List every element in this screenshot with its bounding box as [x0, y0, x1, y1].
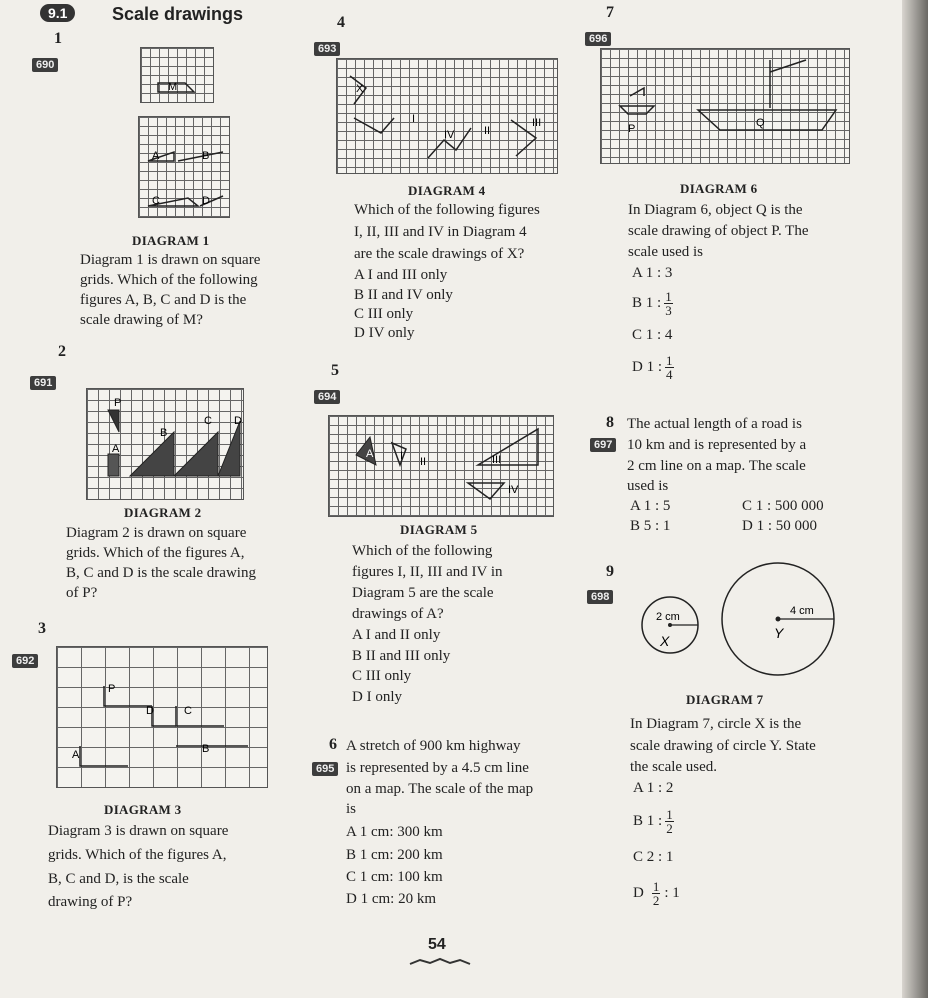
fraction-one-half: $\frac{1}{2}$	[666, 807, 673, 836]
label-p: P	[628, 123, 636, 135]
question-9-number: 9	[606, 563, 614, 580]
section-badge: 9.1	[40, 4, 75, 22]
label-i: I	[400, 450, 404, 462]
label-iii: III	[532, 117, 542, 129]
question-7-line-2: scale drawing of object P. The	[628, 223, 809, 239]
label-c: C	[152, 195, 160, 207]
question-5-line-4: drawings of A?	[352, 606, 444, 622]
question-4-tag: 693	[314, 42, 340, 56]
question-5-line-2: figures I, II, III and IV in	[352, 564, 503, 580]
question-8-option-d: D 1 : 50 000	[742, 518, 817, 534]
label-p: P	[114, 397, 122, 409]
question-8-option-a: A 1 : 5	[630, 498, 671, 514]
question-6-line-4: is	[346, 801, 357, 817]
question-8-line-4: used is	[627, 478, 669, 494]
question-1-line-2: grids. Which of the following	[80, 272, 258, 288]
question-1-line-1: Diagram 1 is drawn on square	[80, 252, 261, 268]
question-9-line-1: In Diagram 7, circle X is the	[630, 716, 802, 732]
question-9-tag: 698	[587, 590, 613, 604]
question-5-option-c: C III only	[352, 668, 412, 684]
label-radius-y: 4 cm	[790, 605, 814, 617]
diagram-2-caption: DIAGRAM 2	[124, 505, 202, 520]
question-4-option-a: A I and III only	[354, 267, 448, 283]
label-iii: III	[492, 454, 502, 466]
question-7-line-3: scale used is	[628, 244, 703, 260]
question-8-number: 8	[606, 414, 614, 431]
page-number-underline	[410, 958, 470, 966]
question-8-option-b: B 5 : 1	[630, 518, 671, 534]
question-3-line-1: Diagram 3 is drawn on square	[48, 823, 229, 839]
question-5-line-3: Diagram 5 are the scale	[352, 585, 494, 601]
section-title: Scale drawings	[112, 4, 244, 24]
question-8-tag: 697	[590, 438, 616, 452]
diagram-1-caption: DIAGRAM 1	[132, 233, 210, 248]
diagram-6-shapes	[600, 48, 848, 162]
question-3-line-4: drawing of P?	[48, 894, 133, 910]
question-9-option-d-prefix: D	[633, 884, 644, 901]
question-9-option-d-suffix: : 1	[664, 884, 680, 901]
label-a: A	[152, 150, 160, 162]
diagram-2-shapes	[86, 388, 242, 498]
label-a: A	[112, 443, 120, 455]
label-d: D	[202, 195, 210, 207]
question-6-number: 6	[329, 736, 337, 753]
question-6-line-1: A stretch of 900 km highway	[346, 738, 521, 754]
diagram-5-caption: DIAGRAM 5	[400, 522, 478, 537]
label-ii: II	[420, 456, 427, 468]
fraction-one-half-d: $\frac{1}{2}$	[652, 879, 660, 908]
question-5-number: 5	[331, 362, 339, 379]
question-9-option-c: C 2 : 1	[633, 849, 674, 865]
label-y: Y	[774, 625, 784, 641]
question-6-line-3: on a map. The scale of the map	[346, 781, 534, 797]
question-1-line-4: scale drawing of M?	[80, 312, 203, 328]
diagram-7-circles	[620, 560, 850, 680]
question-1-line-3: figures A, B, C and D is the	[80, 292, 247, 308]
question-3-line-2: grids. Which of the figures A,	[48, 847, 227, 863]
label-c: C	[184, 705, 192, 717]
question-8-line-2: 10 km and is represented by a	[627, 437, 807, 453]
question-3-line-3: B, C and D, is the scale	[48, 871, 189, 887]
diagram-3-caption: DIAGRAM 3	[104, 802, 182, 817]
question-6-line-2: is represented by a 4.5 cm line	[346, 760, 529, 776]
label-b: B	[202, 150, 210, 162]
diagram-1-shape-m	[140, 47, 212, 101]
diagram-5-shapes	[328, 415, 552, 515]
question-1-number: 1	[54, 30, 62, 47]
question-5-option-a: A I and II only	[352, 627, 441, 643]
label-a: A	[72, 749, 80, 761]
question-6-tag: 695	[312, 762, 338, 776]
diagram-3-shapes	[56, 646, 266, 786]
question-7-option-b-prefix: B 1 :	[632, 294, 662, 311]
question-2-line-4: of P?	[66, 585, 98, 601]
label-b: B	[202, 743, 210, 755]
question-8-line-3: 2 cm line on a map. The scale	[627, 458, 806, 474]
question-9-line-3: the scale used.	[630, 759, 718, 775]
question-7-tag: 696	[585, 32, 611, 46]
label-q: Q	[756, 117, 765, 129]
question-2-line-3: B, C and D is the scale drawing	[66, 565, 256, 581]
question-3-number: 3	[38, 620, 46, 637]
question-2-line-2: grids. Which of the figures A,	[66, 545, 245, 561]
diagram-6-caption: DIAGRAM 6	[680, 181, 758, 196]
label-a: A	[366, 448, 374, 460]
question-5-tag: 694	[314, 390, 340, 404]
question-6-option-c: C 1 cm: 100 km	[346, 869, 443, 885]
question-4-line-1: Which of the following figures	[354, 202, 540, 218]
page-edge-shadow	[902, 0, 928, 998]
question-8-option-c: C 1 : 500 000	[742, 498, 824, 514]
diagram-4-shapes	[336, 58, 556, 172]
page-number: 54	[428, 936, 446, 953]
question-5-option-d: D I only	[352, 689, 402, 705]
question-9-option-b-prefix: B 1 :	[633, 812, 663, 829]
label-i: I	[412, 113, 416, 125]
question-4-line-3: are the scale drawings of X?	[354, 246, 525, 262]
question-2-line-1: Diagram 2 is drawn on square	[66, 525, 247, 541]
fraction-one-third: $\frac{1}{3}$	[665, 289, 672, 318]
question-9-line-2: scale drawing of circle Y. State	[630, 738, 816, 754]
question-5-option-b: B II and III only	[352, 648, 451, 664]
question-7-line-1: In Diagram 6, object Q is the	[628, 202, 803, 218]
label-x: X	[356, 83, 364, 95]
question-7-option-d-prefix: D 1 :	[632, 358, 662, 375]
question-5-line-1: Which of the following	[352, 543, 493, 559]
question-7-option-a: A 1 : 3	[632, 265, 673, 281]
question-9-option-d	[633, 880, 680, 907]
label-d: D	[234, 415, 242, 427]
label-iv: IV	[508, 484, 519, 496]
diagram-7-caption: DIAGRAM 7	[686, 692, 764, 707]
question-4-number: 4	[337, 14, 345, 31]
label-ii: II	[484, 125, 491, 137]
fraction-one-quarter: $\frac{1}{4}$	[666, 353, 673, 382]
question-6-option-d: D 1 cm: 20 km	[346, 891, 436, 907]
question-4-option-c: C III only	[354, 306, 414, 322]
question-2-tag: 691	[30, 376, 56, 390]
label-d: D	[146, 705, 154, 717]
question-9-option-b	[633, 808, 674, 835]
question-3-tag: 692	[12, 654, 38, 668]
diagram-4-caption: DIAGRAM 4	[408, 183, 486, 198]
question-8-line-1: The actual length of a road is	[627, 416, 802, 432]
question-7-option-c: C 1 : 4	[632, 327, 673, 343]
diagram-1-shapes-answers	[138, 116, 228, 216]
question-4-option-d: D IV only	[354, 325, 415, 341]
question-1-tag: 690	[32, 58, 58, 72]
label-c: C	[204, 415, 212, 427]
label-iv: IV	[444, 129, 455, 141]
label-x: X	[660, 633, 670, 649]
question-2-number: 2	[58, 343, 66, 360]
question-4-option-b: B II and IV only	[354, 287, 453, 303]
question-4-line-2: I, II, III and IV in Diagram 4	[354, 224, 527, 240]
label-radius-x: 2 cm	[656, 611, 680, 623]
question-6-option-a: A 1 cm: 300 km	[346, 824, 443, 840]
label-m: M	[168, 81, 178, 93]
label-b: B	[160, 427, 168, 439]
question-6-option-b: B 1 cm: 200 km	[346, 847, 443, 863]
question-7-number: 7	[606, 4, 614, 21]
question-7-option-b	[632, 290, 673, 317]
question-7-option-d	[632, 354, 674, 381]
question-9-option-a: A 1 : 2	[633, 780, 674, 796]
label-p: P	[108, 683, 116, 695]
